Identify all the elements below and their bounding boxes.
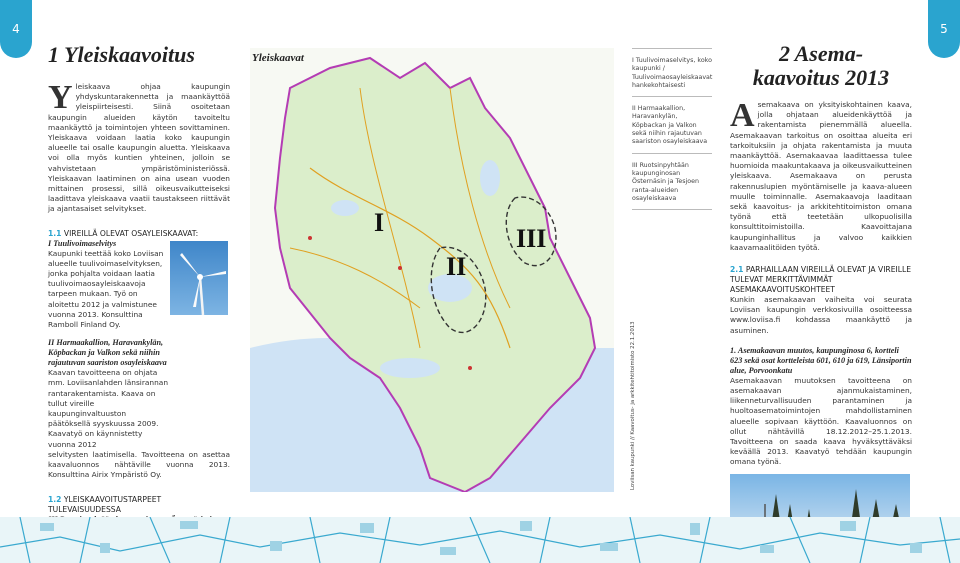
map-label-area-1: I bbox=[374, 208, 385, 237]
legend-divider bbox=[632, 48, 712, 49]
kaava-item-1-title: 1. Asemakaavan muutos, kaupunginosa 6, kortteli 623 sekä osat kortteleista 601, 610 ja 619, Länsiportin alue, Porvoonkatu bbox=[730, 345, 912, 375]
subtitle-tuulivoima: I Tuulivoimaselvitys bbox=[48, 238, 117, 248]
map-source-caption: Loviisan kaupunki // Kaavoitus- ja arkkitehtitoimisto 22.1.2013 bbox=[630, 321, 636, 490]
left-column bbox=[48, 42, 230, 545]
legend-divider bbox=[632, 153, 712, 154]
kaava-item-1-paragraph: Asemakaavan muutoksen tavoitteena on asemakaavan ajanmukaistaminen, liikenneturvallisuuden parantaminen ja huoltoasematoimintojen mahdollistaminen alueelle sopivaan käyttöön. Kaavaluonnos on ollut nähtävillä 18.12.2012–25.1.2013. Tavoitteena on saada kaava hyväksyttäväksi keväällä 2013. Kaavatyö tehdään kaupungin omana työnä. bbox=[730, 375, 912, 467]
wind-section bbox=[48, 239, 230, 331]
section-title-asemakaavoitus: 2 Asema- kaavoitus 2013 bbox=[752, 41, 890, 90]
legend-item-3: III Ruotsinpyhtään kaupunginosan Östernäsin ja Tesjoen ranta-alueiden osayleiskaava bbox=[632, 161, 699, 202]
harmaakallio-paragraph-b: selvitysten laatimisella. Tavoitteena on asettaa kaavaluonnos nähtäville vuonna 2013. Konsulttina Airix Ympäristö Oy. bbox=[48, 449, 230, 480]
wind-turbine-image bbox=[170, 241, 228, 315]
legend-divider bbox=[632, 209, 712, 210]
intro-paragraph: Yleiskaava ohjaa kaupungin yhdyskuntarakennetta ja maankäyttöä yleispiirteisesti. Siinä osoitetaan kaupungin alueiden käytön tavoiteltu maankäyttö ja toimintojen yhteen sovittaminen. Yleiskaava voidaan laatia koko kaupungin alueelle tai osalle kaupungin aluetta. Yleiskaava voi olla myös kuntien yhteinen, jolloin se vahvistetaan ympäristöministeriössä. Yleiskaavan laatiminen on aina usean vuoden mittainen prosessi, sillä oikeusvaikutteiseksi laadittava yleiskaava vaatii taustakseen riittävät ja ajantasaiset selvitykset. bbox=[48, 79, 230, 214]
asemakaava-intro-paragraph: Asemakaava on yksityiskohtainen kaava, jolla ohjataan alueidenkäyttöä ja rakentamista pienemmällä alueella. Asemakaavan tarkoitus on osoittaa alueita eri tarkoituksiin ja ohjata rakentamista ja muuta maankäyttöä. Asemakaavaa laadittaessa tulee huomioida maakuntakaava ja oikeusvaikutteinen yleiskaava. Asemakaava on perusta rakennuslupien myöntämiselle ja kaava-alueen muulle toiminnalle. Asemakaavoja laaditaan sekä kaavoitus- ja arkkitehtitoimiston omana työnä että teetetään ulkopuolisilla konsulttitoimistoilla. Kaavoittajana kaupunginhallitus ja valvoo kaikkien kaavamaalitöiden työtä. bbox=[730, 97, 912, 252]
map-title: Yleiskaavat bbox=[252, 52, 304, 64]
section-title-yleiskaavoitus: 1 Yleiskaavoitus bbox=[48, 42, 195, 67]
map-legend bbox=[632, 48, 712, 218]
tuulivoima-paragraph: Kaupunki teettää koko Loviisan alueelle tuulivoimaselvityksen, jonka pohjalta voidaan laatia tuulivoimaosayleiskaavoja tarpeen mukaan. Työ on aloitettu 2012 ja valmistunee vuonna 2013. Konsulttina Ramboll Finland Oy. bbox=[48, 248, 164, 330]
legend-item-2: II Harmaakallion, Haravankylän, Köpbackan ja Valkon sekä niihin rajautuvan saariston osayleiskaava bbox=[632, 105, 708, 146]
subheading-2-1: 2.1 PARHAILLAAN VIREILLÄ OLEVAT JA VIREILLE TULEVAT MERKITTÄVIMMÄT ASEMAKAAVOITUSKOHTEET bbox=[730, 265, 912, 295]
subtitle-harmaakallio: II Harmaakallion, Haravankylän, Köpbackan ja Valkon sekä niihin rajautuvan saariston osayleiskaava bbox=[48, 338, 167, 368]
footer-map-decoration bbox=[0, 517, 960, 563]
right-column bbox=[730, 42, 912, 563]
asemakaava-web-paragraph: Kunkin asemakaavan vaiheita voi seurata Loviisan kaupungin verkkosivuilla osoitteessa www.loviisa.fi kohdassa maankäyttö ja asuminen. bbox=[730, 295, 912, 335]
subheading-1-2: 1.2 YLEISKAAVOITUSTARPEET TULEVAISUUDESSA bbox=[48, 494, 162, 514]
page-number-right: 5 bbox=[928, 0, 960, 58]
master-plan-map bbox=[250, 48, 614, 492]
legend-divider bbox=[632, 96, 712, 97]
drop-cap: A bbox=[730, 97, 755, 134]
page-number-left: 4 bbox=[0, 0, 32, 58]
map-label-area-2: II bbox=[446, 252, 467, 281]
legend-item-1: I Tuulivoimaselvitys, koko kaupunki / Tuulivoimaosayleiskaavat hankekohtaisesti bbox=[632, 57, 713, 89]
drop-cap: Y bbox=[48, 79, 73, 116]
map-label-area-3: III bbox=[516, 224, 547, 253]
harmaakallio-paragraph-a: Kaavan tavoitteena on ohjata mm. Loviisanlahden länsirannan rantarakentamista. Kaava on tullut vireille kaupunginvaltuuston päätöksellä syyskuussa 2009. Kaavatyö on käynnistetty vuonna 2012 bbox=[48, 368, 169, 449]
subheading-1-1: 1.1 VIREILLÄ OLEVAT OSAYLEISKAAVAT: bbox=[48, 228, 199, 238]
